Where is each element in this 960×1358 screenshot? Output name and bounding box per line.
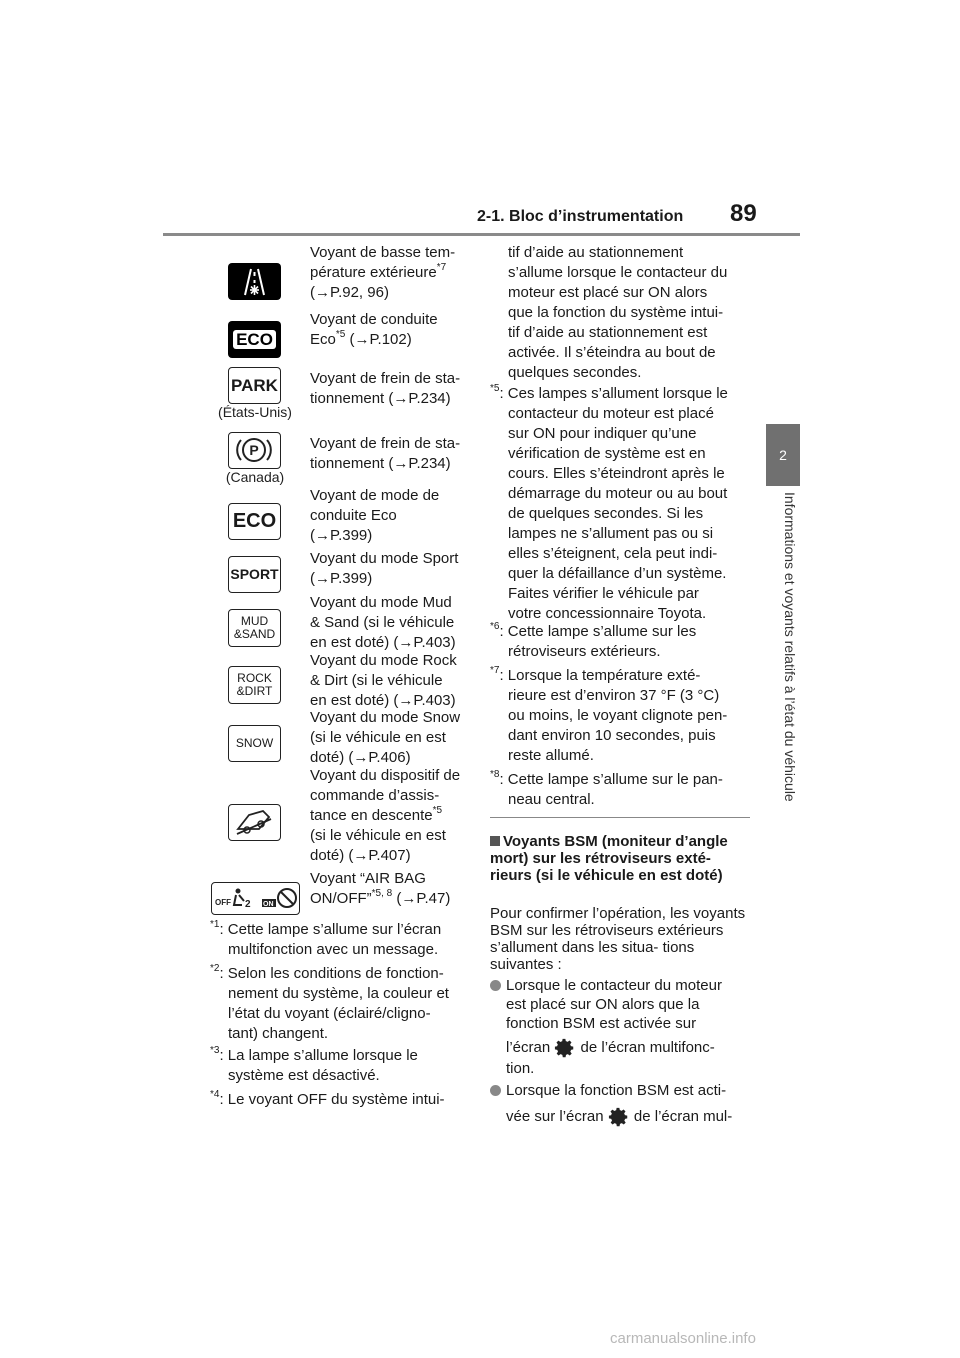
section-intro: Pour confirmer l’opération, les voyants BSM sur les rétroviseurs extérieurs s’allument dans les situa- tions suivantes : bbox=[490, 905, 746, 973]
footnote-1: $^{*1}$: Cette lampe s’allume sur l’écran multifonction avec un message. bbox=[210, 919, 442, 958]
indicator-desc-mud-sand: Voyant du mode Mud & Sand (si le véhicule en est doté) (→P.403) bbox=[310, 594, 456, 651]
indicator-desc-snow: Voyant du mode Snow (si le véhicule en est doté) (→P.406) bbox=[310, 709, 461, 766]
svg-text:OFF: OFF bbox=[215, 898, 231, 907]
indicator-desc-downhill: Voyant du dispositif de commande d’assis- tance en descente$^{*5}$ (si le véhicule en est doté) (→P.407) bbox=[310, 767, 461, 864]
svg-text:2: 2 bbox=[245, 899, 251, 910]
chapter-side-label: Informations et voyants relatifs à l’état du véhicule bbox=[782, 492, 798, 802]
svg-text:ON: ON bbox=[263, 901, 274, 908]
svg-text:P: P bbox=[249, 442, 259, 458]
indicator-desc-eco-driving: Voyant de conduite Eco$^{*5}$ (→P.102) bbox=[310, 311, 438, 348]
park-icon: PARK bbox=[228, 367, 281, 404]
bullet-dot-icon bbox=[490, 980, 501, 991]
footnote-8: $^{*8}$: Cette lampe s’allume sur le pan- neau central. bbox=[490, 769, 723, 808]
caption-canada: (Canada) bbox=[225, 469, 285, 485]
snow-mode-icon: SNOW bbox=[228, 725, 281, 762]
indicator-desc-park-usa: Voyant de frein de sta- tionnement (→P.234) bbox=[310, 370, 461, 407]
chapter-tab[interactable]: 2 bbox=[766, 424, 800, 486]
parking-brake-p-icon bbox=[228, 432, 281, 469]
indicator-desc-park-canada: Voyant de frein de sta- tionnement (→P.234) bbox=[310, 435, 461, 472]
section-title: Voyants BSM (moniteur d’angle mort) sur les rétroviseurs exté- rieurs (si le véhicule en est doté) bbox=[490, 833, 728, 884]
indicator-desc-eco-mode: Voyant de mode de conduite Eco (→P.399) bbox=[310, 487, 440, 544]
header-rule bbox=[163, 233, 800, 236]
indicator-desc-low-temp: Voyant de basse tem- pérature extérieure$^{*7}$ (→P.92, 96) bbox=[310, 244, 456, 301]
footnote-6: $^{*6}$: Cette lampe s’allume sur les rétroviseurs extérieurs. bbox=[490, 621, 697, 660]
gear-icon bbox=[608, 1106, 630, 1128]
airbag-onoff-icon bbox=[211, 882, 300, 915]
mud-sand-icon: MUD &SAND bbox=[228, 609, 281, 647]
footnote-3: $^{*3}$: La lampe s’allume lorsque le système est désactivé. bbox=[210, 1045, 418, 1084]
eco-mode-icon: ECO bbox=[228, 503, 281, 540]
watermark: carmanualsonline.info bbox=[610, 1330, 756, 1347]
footnote-2: $^{*2}$: Selon les conditions de fonction- nement du système, la couleur et l’état du voyant (éclairé/cligno- tant) changent. bbox=[210, 963, 449, 1042]
bullet-item-2: Lorsque la fonction BSM est acti- vée sur l’écran de l’écran mul- bbox=[490, 1081, 750, 1128]
section-rule bbox=[490, 817, 750, 818]
footnote-5: $^{*5}$: Ces lampes s’allument lorsque le contacteur du moteur est placé sur ON pour indiquer qu’une vérification de système est en cours. Elles s’éteindront après le démarrage du moteur ou au bout de quelques secondes. Si les lampes ne s’allument pas ou si elles s’éteignent, cela peut indi- quer la défaillance d’un système. Faites vérifier le véhicule par votre concessionnaire Toyota. bbox=[490, 383, 728, 622]
bullet-dot-icon bbox=[490, 1085, 501, 1096]
gear-icon bbox=[554, 1037, 576, 1059]
eco-driving-icon: ECO bbox=[228, 321, 281, 358]
rock-dirt-icon: ROCK &DIRT bbox=[228, 666, 281, 704]
caption-usa: (États-Unis) bbox=[218, 404, 292, 420]
downhill-assist-icon bbox=[228, 804, 281, 841]
header-title: 2-1. Bloc d’instrumentation bbox=[477, 208, 684, 225]
footnote-4: $^{*4}$: Le voyant OFF du système intui- bbox=[210, 1089, 445, 1108]
indicator-desc-rock-dirt: Voyant du mode Rock & Dirt (si le véhicule en est doté) (→P.403) bbox=[310, 652, 457, 709]
footnote-4-continued: tif d’aide au stationnement s’allume lorsque le contacteur du moteur est placé sur ON alors que la fonction du système intui- tif d’aide au stationnement est activée. Il s’éteindra au bout de quelques secondes. bbox=[508, 244, 728, 381]
section-square-icon bbox=[490, 836, 500, 846]
indicator-desc-sport: Voyant du mode Sport (→P.399) bbox=[310, 550, 459, 587]
bullet-item-1: Lorsque le contacteur du moteur est placé sur ON alors que la fonction BSM est activée sur l’écran de l’écran multifonc- tion. bbox=[490, 976, 750, 1078]
sport-mode-icon: SPORT bbox=[228, 556, 281, 593]
page-number: 89 bbox=[730, 200, 757, 227]
indicator-desc-airbag: Voyant “AIR BAG ON/OFF”$^{*5, 8}$ (→P.47) bbox=[310, 870, 451, 907]
low-temperature-icon bbox=[228, 263, 281, 300]
footnote-7: $^{*7}$: Lorsque la température exté- rieure est d’environ 37 °F (3 °C) ou moins, le voyant clignote pen- dant environ 10 secondes, puis reste allumé. bbox=[490, 665, 728, 764]
